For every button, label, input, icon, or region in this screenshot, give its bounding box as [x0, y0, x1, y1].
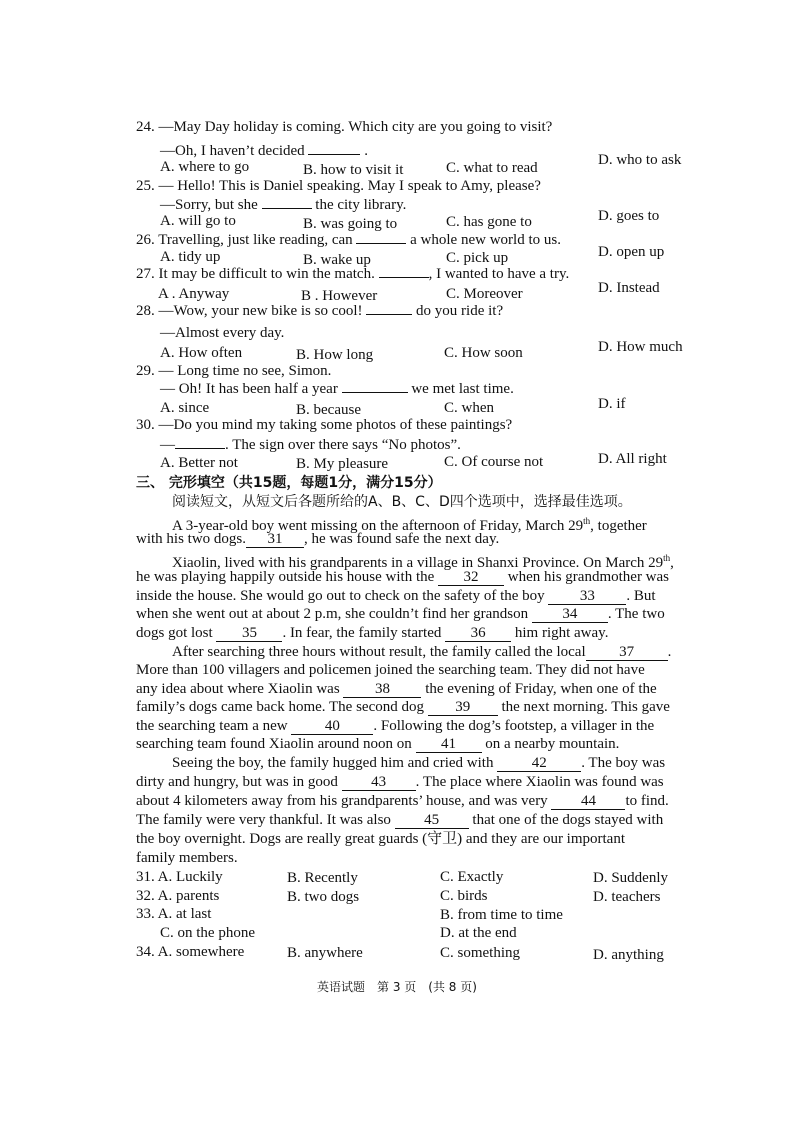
q24-answer-pre: —Oh, I haven’t decided [160, 143, 305, 159]
passage-line-9: More than 100 villagers and policemen joined the searching team. They did not have [136, 662, 645, 678]
q30-option-d: D. All right [598, 451, 667, 467]
q25-answer-pre: —Sorry, but she [160, 197, 258, 213]
blank-42: 42 [497, 755, 581, 772]
q32-option-b: B. two dogs [287, 889, 360, 905]
q27-option-b: B . However [301, 288, 378, 304]
q33-option-d: D. at the end [440, 925, 517, 941]
q28-stem [136, 302, 503, 320]
passage-line-11-pre: family’s dogs came back home. The second dog [136, 699, 424, 715]
passage-line-14 [172, 754, 665, 772]
q34-option-a: 34. A. somewhere [136, 944, 245, 960]
q30-answer-post: . The sign over there says “No photos”. [225, 437, 461, 453]
q28-option-c: C. How soon [444, 345, 523, 361]
q27-option-a: A . Anyway [158, 286, 230, 302]
q27-stem-post: , I wanted to have a try. [428, 266, 570, 282]
q24-answer-post: . [364, 143, 368, 159]
blank-35: 35 [216, 625, 282, 642]
q33-option-b: B. from time to time [440, 907, 563, 923]
q28-answer: —Almost every day. [160, 325, 285, 341]
passage-line-3-end: , [670, 555, 674, 571]
blank-37: 37 [586, 644, 668, 661]
passage-line-17-post: that one of the dogs stayed with [472, 812, 664, 828]
passage-line-1-sup: th [583, 516, 591, 526]
passage-line-13-pre: searching team found Xiaolin around noon on [136, 736, 412, 752]
passage-line-19: family members. [136, 850, 238, 866]
blank-32: 32 [438, 569, 504, 586]
passage-line-1-end: , together [590, 518, 647, 534]
passage-line-2-pre: with his two dogs. [136, 531, 247, 547]
passage-line-3-text: Xiaolin, lived with his grandparents in a village in Shanxi Province. On March 29 [172, 555, 664, 571]
q28-option-d: D. How much [598, 339, 683, 355]
q28-option-a: A. How often [160, 345, 243, 361]
q27-option-d: D. Instead [598, 280, 660, 296]
passage-line-10-pre: any idea about where Xiaolin was [136, 681, 340, 697]
blank-31: 31 [246, 531, 304, 548]
q28-stem-post: do you ride it? [416, 303, 504, 319]
section-3-instruction: 阅读短文，从短文后各题所给的A、B、C、D四个选项中，选择最佳选项。 [172, 494, 632, 510]
q26-option-b: B. wake up [303, 252, 371, 268]
passage-line-12 [136, 717, 654, 735]
passage-line-16-post: to find. [625, 793, 669, 809]
passage-line-16-pre: about 4 kilometers away from his grandparents’ house, and was very [136, 793, 548, 809]
q32-option-c: C. birds [440, 888, 488, 904]
passage-line-3-sup: th [663, 553, 671, 563]
passage-line-12-pre: the searching team a new [136, 718, 288, 734]
q29-blank [342, 392, 408, 393]
q29-answer-line [160, 380, 514, 398]
page-footer: 英语试题 第 3 页 (共 8 页) [317, 980, 477, 994]
q25-option-a: A. will go to [160, 213, 236, 229]
passage-line-18: the boy overnight. Dogs are really great guards (守卫) and they are our important [136, 831, 626, 847]
q26-option-d: D. open up [598, 244, 665, 260]
q29-answer-pre: — Oh! It has been half a year [160, 381, 338, 397]
passage-line-6 [136, 605, 665, 623]
q27-blank [379, 277, 429, 278]
q30-option-a: A. Better not [160, 455, 238, 471]
q30-option-c: C. Of course not [444, 454, 544, 470]
q31-option-c: C. Exactly [440, 869, 504, 885]
q27-option-c: C. Moreover [446, 286, 523, 302]
q30-answer-line [160, 436, 461, 454]
q25-blank [262, 208, 312, 209]
q24-option-b: B. how to visit it [303, 162, 404, 178]
passage-line-5-post: . But [626, 588, 656, 604]
blank-41: 41 [416, 736, 482, 753]
q34-option-c: C. something [440, 945, 521, 961]
passage-line-6-pre: when she went out at about 2 p.m, she couldn’t find her grandson [136, 606, 529, 622]
passage-line-10-post: the evening of Friday, when one of the [425, 681, 657, 697]
q24-option-c: C. what to read [446, 160, 538, 176]
q33-option-c: C. on the phone [160, 925, 255, 941]
q32-option-a: 32. A. parents [136, 888, 220, 904]
passage-line-16 [136, 792, 669, 810]
passage-line-4-pre: he was playing happily outside his house with the [136, 569, 435, 585]
passage-line-15 [136, 773, 664, 791]
q25-option-d: D. goes to [598, 208, 660, 224]
q24-blank [308, 154, 360, 155]
passage-line-17 [136, 811, 663, 829]
q27-stem [136, 265, 569, 283]
q29-option-a: A. since [160, 400, 210, 416]
passage-line-13-post: on a nearby mountain. [485, 736, 620, 752]
passage-line-17-pre: The family were very thankful. It was also [136, 812, 391, 828]
q33-option-a: 33. A. at last [136, 906, 212, 922]
q30-stem: 30. —Do you mind my taking some photos of these paintings? [136, 417, 513, 433]
passage-line-14-post: . The boy was [581, 755, 666, 771]
q31-option-b: B. Recently [287, 870, 358, 886]
passage-line-14-pre: Seeing the boy, the family hugged him and cried with [172, 755, 494, 771]
passage-line-10 [136, 680, 657, 698]
blank-34: 34 [532, 606, 608, 623]
q24-stem: 24. —May Day holiday is coming. Which city are you going to visit? [136, 119, 553, 135]
q31-option-d: D. Suddenly [593, 870, 668, 886]
blank-39: 39 [428, 699, 498, 716]
passage-line-1-text: A 3-year-old boy went missing on the afternoon of Friday, March 29 [172, 518, 584, 534]
passage-line-8-pre: After searching three hours without result, the family called the local [172, 644, 586, 660]
passage-line-8 [172, 643, 671, 661]
q25-option-b: B. was going to [303, 216, 398, 232]
q26-option-c: C. pick up [446, 250, 509, 266]
q29-option-b: B. because [296, 402, 361, 418]
q24-option-a: A. where to go [160, 159, 250, 175]
passage-line-4-post: when his grandmother was [507, 569, 670, 585]
q29-option-c: C. when [444, 400, 494, 416]
passage-line-4 [136, 568, 669, 586]
passage-line-12-post: . Following the dog’s footstep, a villager in the [373, 718, 655, 734]
blank-40: 40 [291, 718, 373, 735]
passage-line-15-pre: dirty and hungry, but was in good [136, 774, 338, 790]
q30-answer-pre: — [160, 437, 175, 453]
q30-blank [175, 448, 225, 449]
q26-option-a: A. tidy up [160, 249, 221, 265]
q26-stem-post: a whole new world to us. [410, 232, 561, 248]
passage-line-7-mid: . In fear, the family started [282, 625, 442, 641]
passage-line-15-post: . The place where Xiaolin was found was [415, 774, 664, 790]
q24-option-d: D. who to ask [598, 152, 682, 168]
passage-line-8-post: . [667, 644, 672, 660]
passage-line-6-post: . The two [607, 606, 665, 622]
q32-option-d: D. teachers [593, 889, 661, 905]
passage-line-2 [136, 530, 499, 548]
passage-line-7-post: him right away. [514, 625, 609, 641]
q28-blank [366, 314, 412, 315]
q26-stem [136, 231, 561, 249]
q34-option-b: B. anywhere [287, 945, 363, 961]
q29-answer-post: we met last time. [411, 381, 514, 397]
blank-43: 43 [342, 774, 416, 791]
blank-44: 44 [551, 793, 625, 810]
q34-option-d: D. anything [593, 947, 664, 963]
q29-stem: 29. — Long time no see, Simon. [136, 363, 332, 379]
passage-line-5-text: inside the house. She would go out to check on the safety of the boy [136, 588, 545, 604]
blank-38: 38 [343, 681, 421, 698]
q25-answer-post: the city library. [315, 197, 407, 213]
q30-option-b: B. My pleasure [296, 456, 389, 472]
passage-line-13 [136, 735, 619, 753]
q29-option-d: D. if [598, 396, 626, 412]
q26-stem-pre: 26. Travelling, just like reading, can [136, 232, 353, 248]
blank-33: 33 [548, 588, 626, 605]
q31-option-a: 31. A. Luckily [136, 869, 223, 885]
q27-stem-pre: 27. It may be difficult to win the match. [136, 266, 375, 282]
passage-line-11 [136, 698, 670, 716]
q25-stem: 25. — Hello! This is Daniel speaking. May I speak to Amy, please? [136, 178, 541, 194]
passage-line-11-post: the next morning. This gave [501, 699, 670, 715]
passage-line-5 [136, 587, 656, 605]
blank-36: 36 [445, 625, 511, 642]
q25-option-c: C. has gone to [446, 214, 532, 230]
passage-line-7-pre: dogs got lost [136, 625, 213, 641]
q28-option-b: B. How long [296, 347, 374, 363]
passage-line-2-post: , he was found safe the next day. [304, 531, 500, 547]
q28-stem-pre: 28. —Wow, your new bike is so cool! [136, 303, 363, 319]
q26-blank [356, 243, 406, 244]
section-3-title: 三、 完形填空（共15题，每题1分，满分15分） [136, 475, 442, 491]
passage-line-7 [136, 624, 608, 642]
blank-45: 45 [395, 812, 469, 829]
